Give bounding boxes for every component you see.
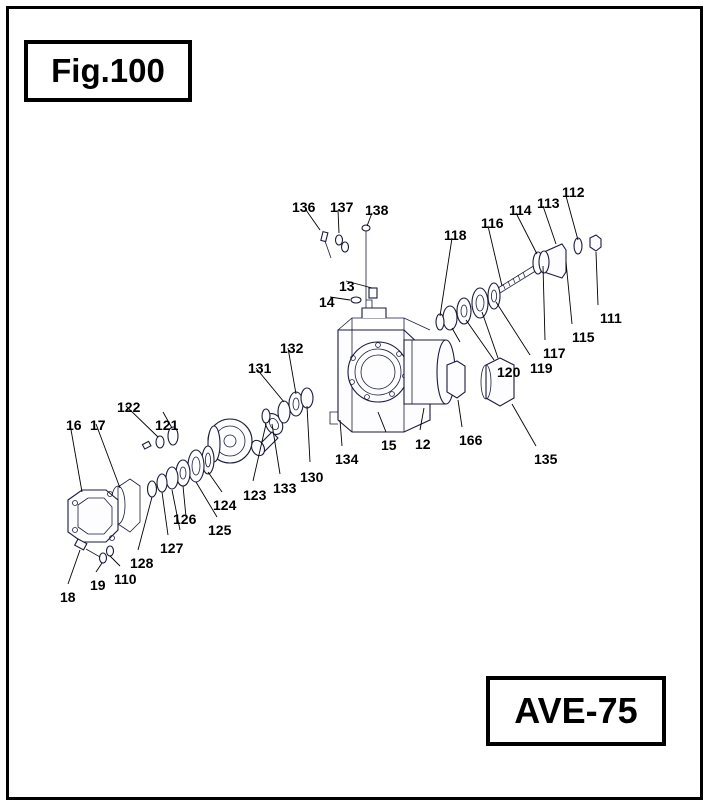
- callout-number-118: 118: [444, 227, 467, 243]
- callout-number-14: 14: [319, 294, 335, 310]
- callout-number-12: 12: [415, 436, 431, 452]
- figure-number-label: Fig.100: [51, 52, 165, 89]
- callout-number-17: 17: [90, 417, 106, 433]
- callout-number-138: 138: [365, 202, 389, 218]
- callout-number-128: 128: [130, 555, 154, 571]
- left-cover-assembly: [68, 479, 140, 563]
- callout-number-117: 117: [543, 345, 566, 361]
- callout-number-122: 122: [117, 399, 141, 415]
- callout-number-134: 134: [335, 451, 359, 467]
- callout-number-125: 125: [208, 522, 232, 538]
- callout-number-114: 114: [509, 202, 532, 218]
- callout-number-121: 121: [155, 417, 179, 433]
- callout-number-19: 19: [90, 577, 106, 593]
- callout-number-135: 135: [534, 451, 558, 467]
- callout-number-123: 123: [243, 487, 267, 503]
- callout-number-132: 132: [280, 340, 304, 356]
- right-shaft-assembly: [436, 235, 601, 330]
- callout-number-13: 13: [339, 278, 355, 294]
- callout-number-130: 130: [300, 469, 324, 485]
- callout-number-111: 111: [600, 310, 622, 326]
- callout-number-127: 127: [160, 540, 184, 556]
- callout-number-126: 126: [173, 511, 197, 527]
- callout-number-115: 115: [572, 329, 595, 345]
- callout-number-112: 112: [562, 184, 585, 200]
- crankshaft-assembly: [208, 388, 313, 463]
- callout-number-119: 119: [530, 360, 553, 376]
- callout-number-137: 137: [330, 199, 354, 215]
- callout-number-133: 133: [273, 480, 297, 496]
- callout-number-16: 16: [66, 417, 82, 433]
- callout-number-120: 120: [497, 364, 521, 380]
- callout-number-124: 124: [213, 497, 237, 513]
- callout-number-18: 18: [60, 589, 76, 605]
- left-shaft-assembly: [142, 427, 214, 497]
- callout-number-131: 131: [248, 360, 272, 376]
- callout-number-15: 15: [381, 437, 397, 453]
- callout-number-166: 166: [459, 432, 483, 448]
- callout-number-110: 110: [114, 571, 137, 587]
- model-number-label: AVE-75: [514, 690, 638, 731]
- callout-number-113: 113: [537, 195, 560, 211]
- callout-number-116: 116: [481, 215, 504, 231]
- callout-number-136: 136: [292, 199, 316, 215]
